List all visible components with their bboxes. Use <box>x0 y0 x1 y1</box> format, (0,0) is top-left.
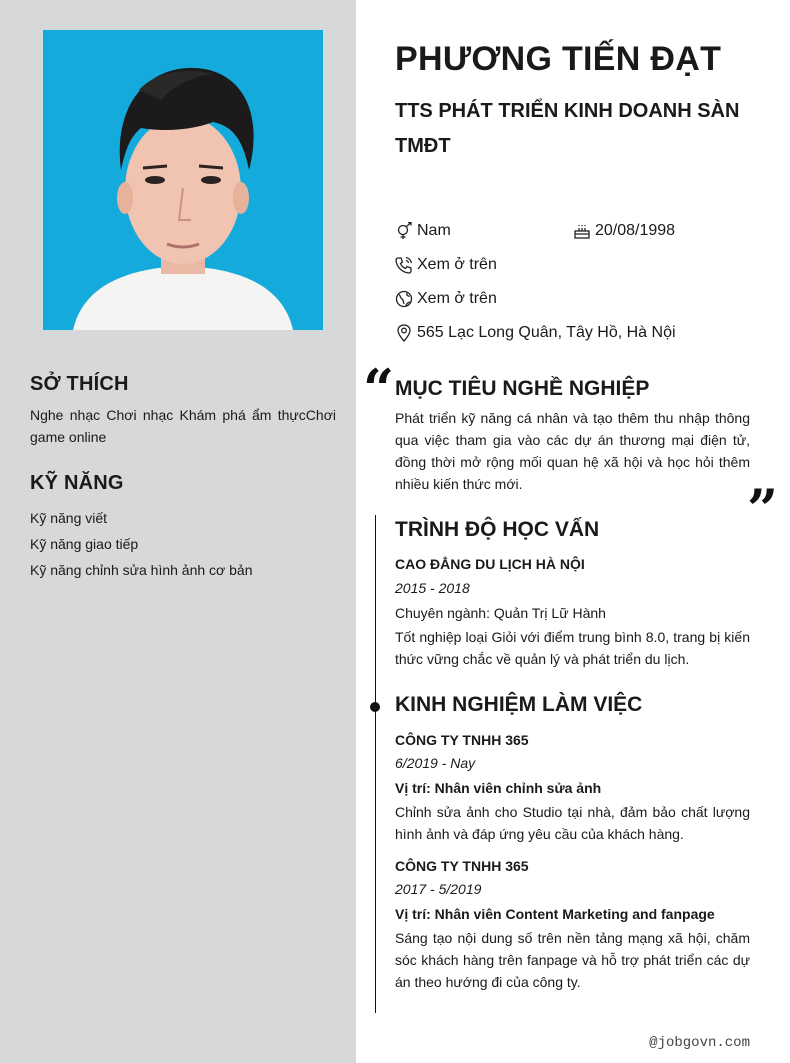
objective-text: Phát triển kỹ năng cá nhân và tạo thêm thu nhập thông qua việc tham gia vào các dự án thương mại điện tử, đồng thời mở rộng mối quan hệ xã hội và học hỏi thêm nhiều kiến thức mới. <box>395 410 750 492</box>
globe-icon <box>395 290 413 308</box>
experience-position: Vị trí: Nhân viên Content Marketing and fanpage <box>395 906 715 922</box>
cake-icon <box>573 222 591 240</box>
watermark: @jobgovn.com <box>649 1035 750 1051</box>
phone-value: Xem ở trên <box>417 256 497 273</box>
education-school: CAO ĐẲNG DU LỊCH HÀ NỘI <box>395 556 585 572</box>
birthday-value: 20/08/1998 <box>595 222 676 239</box>
education-description: Tốt nghiệp loại Giỏi với điểm trung bình 8.0, trang bị kiến thức vững chắc về quản lý và phát triển du lịch. <box>395 629 750 667</box>
experience-title: KINH NGHIỆM LÀM VIỆC <box>395 693 643 716</box>
experience-position: Vị trí: Nhân viên chỉnh sửa ảnh <box>395 780 602 796</box>
hobbies-title: SỞ THÍCH <box>30 373 129 395</box>
gender-value: Nam <box>417 222 451 239</box>
hobbies-section <box>30 373 336 448</box>
experience-period: 6/2019 - Nay <box>395 755 476 771</box>
education-title: TRÌNH ĐỘ HỌC VẤN <box>395 518 600 541</box>
timeline-line <box>375 515 376 1013</box>
experience-company: CÔNG TY TNHH 365 <box>395 858 529 874</box>
timeline-dot <box>370 702 380 712</box>
info-phone <box>395 256 497 274</box>
skill-item: Kỹ năng giao tiếp <box>30 536 139 552</box>
info-website <box>395 290 497 308</box>
experience-description: Chỉnh sửa ảnh cho Studio tại nhà, đảm bảo chất lượng hình ảnh và đáp ứng yêu cầu của khách hàng. <box>395 804 750 842</box>
address-value: 565 Lạc Long Quân, Tây Hồ, Hà Nội <box>417 324 676 341</box>
close-quote-icon: ” <box>747 477 779 541</box>
job-title: TTS PHÁT TRIỂN KINH DOANH SÀN TMĐT <box>395 100 740 157</box>
education-major: Chuyên ngành: Quản Trị Lữ Hành <box>395 605 606 621</box>
objective-title: MỤC TIÊU NGHỀ NGHIỆP <box>395 377 650 400</box>
skill-item: Kỹ năng chỉnh sửa hình ảnh cơ bản <box>30 562 253 578</box>
website-value: Xem ở trên <box>417 290 497 307</box>
candidate-name: PHƯƠNG TIẾN ĐẠT <box>395 40 722 78</box>
gender-icon <box>395 222 413 240</box>
hobbies-text: Nghe nhạc Chơi nhạc Khám phá ẩm thựcChơi game online <box>30 407 336 445</box>
skills-section <box>30 472 336 583</box>
profile-photo <box>43 30 323 330</box>
experience-period: 2017 - 5/2019 <box>395 881 482 897</box>
phone-icon <box>395 256 413 274</box>
experience-description: Sáng tạo nội dung số trên nền tảng mạng xã hội, chăm sóc khách hàng trên fanpage và hỗ trợ phát triển các dự án theo hướng đi của công ty. <box>395 930 750 990</box>
experience-company: CÔNG TY TNHH 365 <box>395 732 529 748</box>
skills-title: KỸ NĂNG <box>30 472 124 494</box>
open-quote-icon: “ <box>363 357 395 421</box>
education-period: 2015 - 2018 <box>395 580 470 596</box>
info-gender <box>395 222 451 240</box>
info-birthday <box>573 222 675 240</box>
info-address <box>395 324 676 342</box>
location-pin-icon <box>395 324 413 342</box>
skill-item: Kỹ năng viết <box>30 510 108 526</box>
